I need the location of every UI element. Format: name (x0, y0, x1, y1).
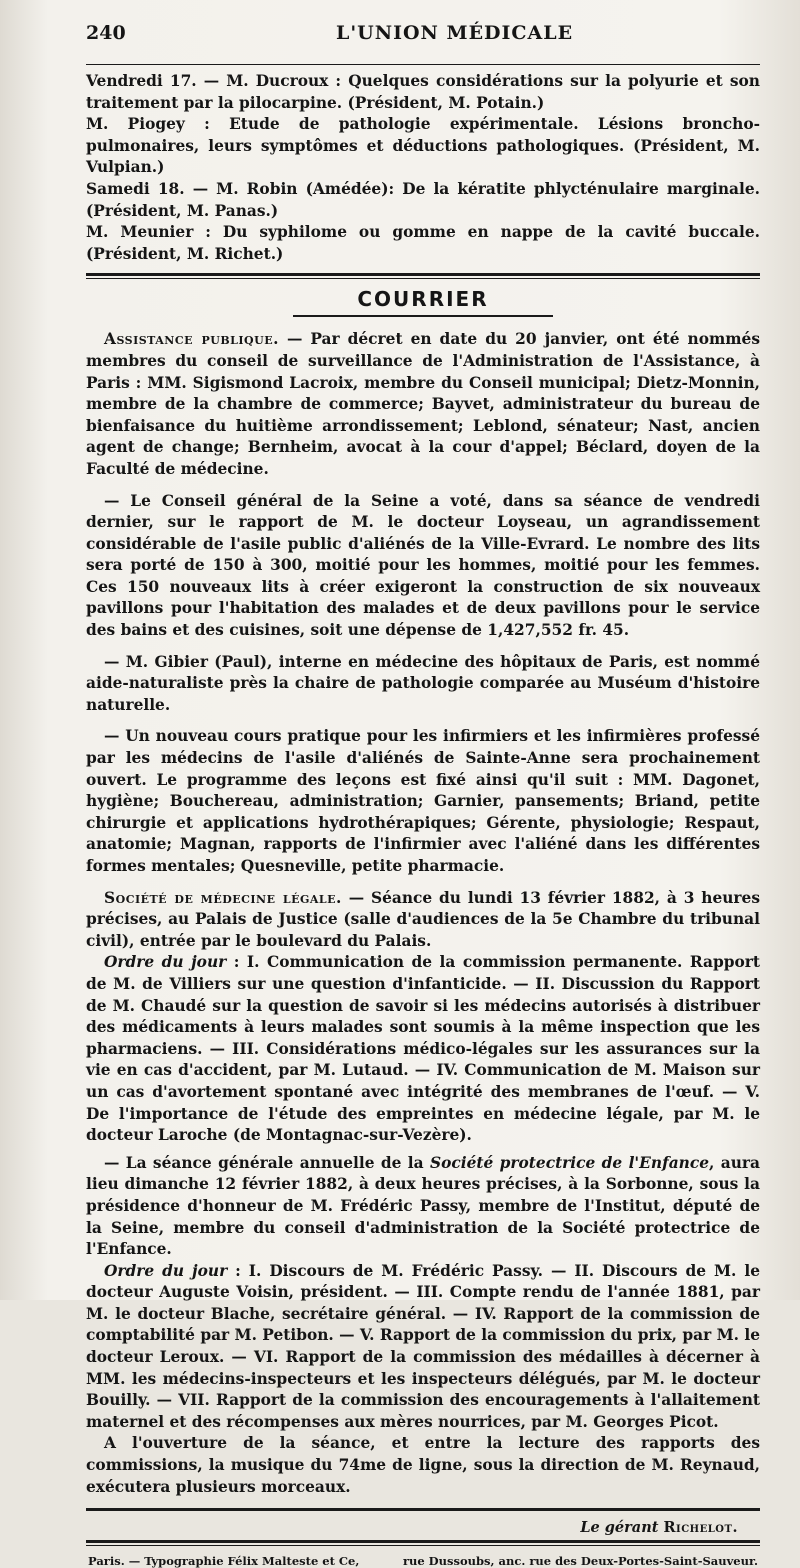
paragraph-text: , aura lieu dimanche 12 février 1882, à deux heures précises, à la Sorbonne, sous la présidence d'honneur de M. Frédéric Passy, membre de l'Institut, député de la Seine, membre du conseil d'administration de la Société protectrice de l'Enfance. (86, 1153, 760, 1259)
session-entry: M. Piogey : Etude de pathologie expérimentale. Lésions broncho-pulmonaires, leurs symptômes et déductions pathologiques. (Président, M. Vulpian.) (86, 115, 760, 177)
running-title: L'UNION MÉDICALE (336, 22, 574, 44)
paragraph-heading: Société de médecine légale. (104, 888, 342, 907)
session-entry: Samedi 18. — M. Robin (Amédée): De la kératite phlycténulaire marginale. (Président, M. Panas.) (86, 179, 760, 220)
agenda-label: Ordre du jour (104, 953, 227, 972)
imprint-left: Paris. — Typographie Félix Malteste et Ce, (88, 1554, 360, 1568)
session-entry: Vendredi 17. — M. Ducroux : Quelques considérations sur la polyurie et son traitement par la pilocarpine. (Président, M. Potain.) (86, 72, 760, 112)
section-title: COURRIER (357, 287, 489, 312)
page-number: 240 (86, 22, 126, 44)
imprint (86, 1554, 760, 1568)
paragraph-text: — Séance du lundi 13 février 1882, à 3 heures précises, au Palais de Justice (salle d'audiences de la 5e Chambre du tribunal civil), entrée par le boulevard du Palais. (86, 888, 760, 950)
paragraph-heading: Assistance publique. (104, 330, 279, 349)
news-paragraph (86, 329, 760, 480)
news-paragraph (86, 1153, 760, 1261)
news-paragraph: A l'ouverture de la séance, et entre la lecture des rapports des commissions, la musique du 74me de ligne, sous la direction de M. Reynaud, exécutera plusieurs morceaux. (86, 1434, 760, 1496)
title-underline (293, 315, 553, 317)
signature-label: Le gérant (580, 1519, 659, 1537)
news-paragraph: — M. Gibier (Paul), interne en médecine des hôpitaux de Paris, est nommé aide-naturaliste près la chaire de pathologie comparée au Muséum d'histoire naturelle. (86, 652, 760, 714)
imprint-rule (86, 1540, 760, 1546)
agenda-text: : I. Discours de M. Frédéric Passy. — II. Discours de M. le docteur Auguste Voisin, président. — III. Compte rendu de l'année 1881, par M. le docteur Blache, secrétaire général. — IV. Rapport de la commission de comptabilité par M. Petibon. — V. Rapport de la commission du prix, par M. le docteur Leroux. — VI. Rapport de la commission des médailles à décerner à MM. les médecins-inspecteurs et les inspecteurs délégués, par M. le docteur Bouilly. — VII. Rapport de la commission des encouragements à l'allaitement maternel et des récompenses aux mères nourrices, par M. Georges Picot. (86, 1261, 760, 1431)
paragraph-text: — La séance générale annuelle de la (104, 1153, 430, 1172)
paragraph-text: — Par décret en date du 20 janvier, ont été nommés membres du conseil de surveillance de l'Administration de l'Assistance, à Paris : MM. Sigismond Lacroix, membre du Conseil municipal; Dietz-Monnin, membre de la chambre de commerce; Bayvet, administrateur du bureau de bienfaisance du huitième arrondissement; Leblond, sénateur; Nast, ancien agent de change; Bernheim, avocat à la cour d'appel; Béclard, doyen de la Faculté de médecine. (86, 330, 761, 478)
session-entry: M. Meunier : Du syphilome ou gomme en nappe de la cavité buccale. (Président, M. Richet.) (86, 223, 760, 263)
agenda-paragraph (86, 952, 760, 1146)
society-name: Société protectrice de l'Enfance (430, 1153, 710, 1172)
news-paragraph (86, 888, 760, 953)
agenda-paragraph (86, 1261, 760, 1434)
section-divider (86, 273, 760, 279)
imprint-right: rue Dussoubs, anc. rue des Deux-Portes-Saint-Sauveur. (402, 1554, 758, 1568)
agenda-text: : I. Communication de la commission permanente. Rapport de M. de Villiers sur une question d'infanticide. — II. Discussion du Rapport de M. Chaudé sur la question de savoir si les médecins autorisés à distribuer des médicaments à leurs malades sont soumis à la même inspection que les pharmaciens. — III. Considérations médico-légales sur les assurances sur la vie en cas d'accident, par M. Lutaud. — IV. Communication de M. Maison sur un cas d'avortement spontané avec intégrité des membranes de l'œuf. — V. De l'importance de l'étude des empreintes en médecine légale, par M. le docteur Laroche (de Montagnac-sur-Vezère). (86, 953, 760, 1145)
footer-rule (86, 1508, 760, 1511)
agenda-label: Ordre du jour (104, 1261, 228, 1280)
news-paragraph: — Un nouveau cours pratique pour les infirmiers et les infirmières professé par les médecins de l'asile d'aliénés de Sainte-Anne sera prochainement ouvert. Le programme des leçons est fixé ainsi qu'il suit : MM. Dagonet, hygiène; Bouchereau, administration; Garnier, pansements; Briand, petite chirurgie et applications hydrothérapiques; Gérente, physiologie; Respaut, anatomie; Magnan, rapports de l'infirmier avec l'aliéné dans les différentes formes mentales; Quesneville, petite pharmacie. (86, 727, 760, 875)
signature (86, 1519, 738, 1536)
news-paragraph: — Le Conseil général de la Seine a voté, dans sa séance de vendredi dernier, sur le rapport de M. le docteur Loyseau, un agrandissement considérable de l'asile public d'aliénés de la Ville-Evrard. Le nombre des lits sera porté de 150 à 300, moitié pour les hommes, moitié pour les femmes. Ces 150 nouveaux lits à créer exigeront la construction de six nouveaux pavillons pour l'habitation des malades et de deux pavillons pour le service des bains et des cuisines, soit une dépense de 1,427,552 fr. 45. (86, 491, 760, 640)
signature-name: Richelot. (663, 1519, 738, 1537)
page-header (86, 22, 760, 62)
